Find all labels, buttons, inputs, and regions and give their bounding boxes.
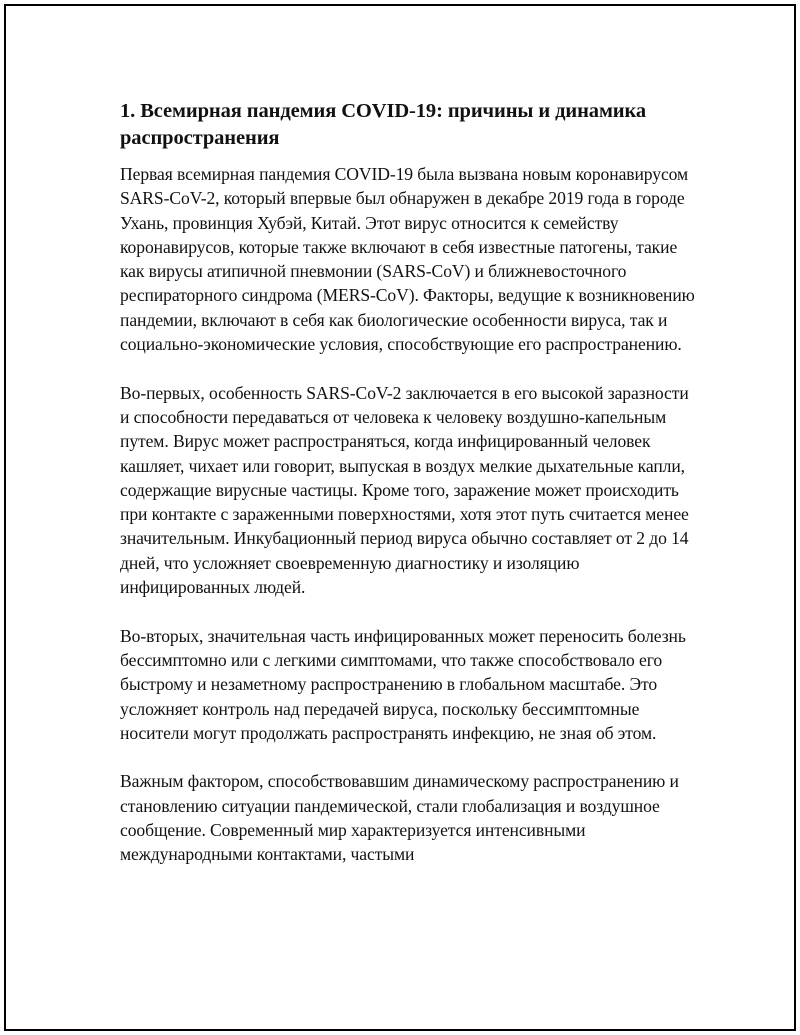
- document-page: [4, 4, 796, 1031]
- section-heading: 1. Всемирная пандемия COVID-19: причины и динамика распространения: [120, 100, 647, 149]
- paragraph-2: Во-первых, особенность SARS-CoV-2 заключается в его высокой заразности и способности передаваться от человека к человеку воздушно-капельным путем. Вирус может распространяться, когда инфицированный человек кашляет, чихает или говорит, выпуская в воздух мелкие дыхательные капли, содержащие вирусные частицы. Кроме того, заражение может происходить при контакте с зараженными поверхностями, хотя этот путь считается менее значительным. Инкубационный период вируса обычно составляет от 2 до 14 дней, что усложняет своевременную диагностику и изоляцию инфицированных людей.: [120, 382, 689, 598]
- document-body: [120, 98, 700, 891]
- paragraph-1: Первая всемирная пандемия COVID-19 была вызвана новым коронавирусом SARS-CoV-2, который впервые был обнаружен в декабре 2019 года в городе Ухань, провинция Хубэй, Китай. Этот вирус относится к семейству коронавирусов, которые также включают в себя известные патогены, такие как вирусы атипичной пневмонии (SARS-CoV) и ближневосточного респираторного синдрома (MERS-CoV). Факторы, ведущие к возникновению пандемии, включают в себя как биологические особенности вируса, так и социально-экономические условия, способствующие его распространению.: [120, 164, 695, 355]
- paragraph-4: Важным фактором, способствовавшим динамическому распространению и становлению ситуации пандемической, стали глобализация и воздушное сообщение. Современный мир характеризуется интенсивными международными контактами, частыми: [120, 771, 679, 865]
- paragraph-3: Во-вторых, значительная часть инфицированных может переносить болезнь бессимптомно или с легкими симптомами, что также способствовало его быстрому и незаметному распространению в глобальном масштабе. Это усложняет контроль над передачей вируса, поскольку бессимптомные носители могут продолжать распространять инфекцию, не зная об этом.: [120, 625, 686, 743]
